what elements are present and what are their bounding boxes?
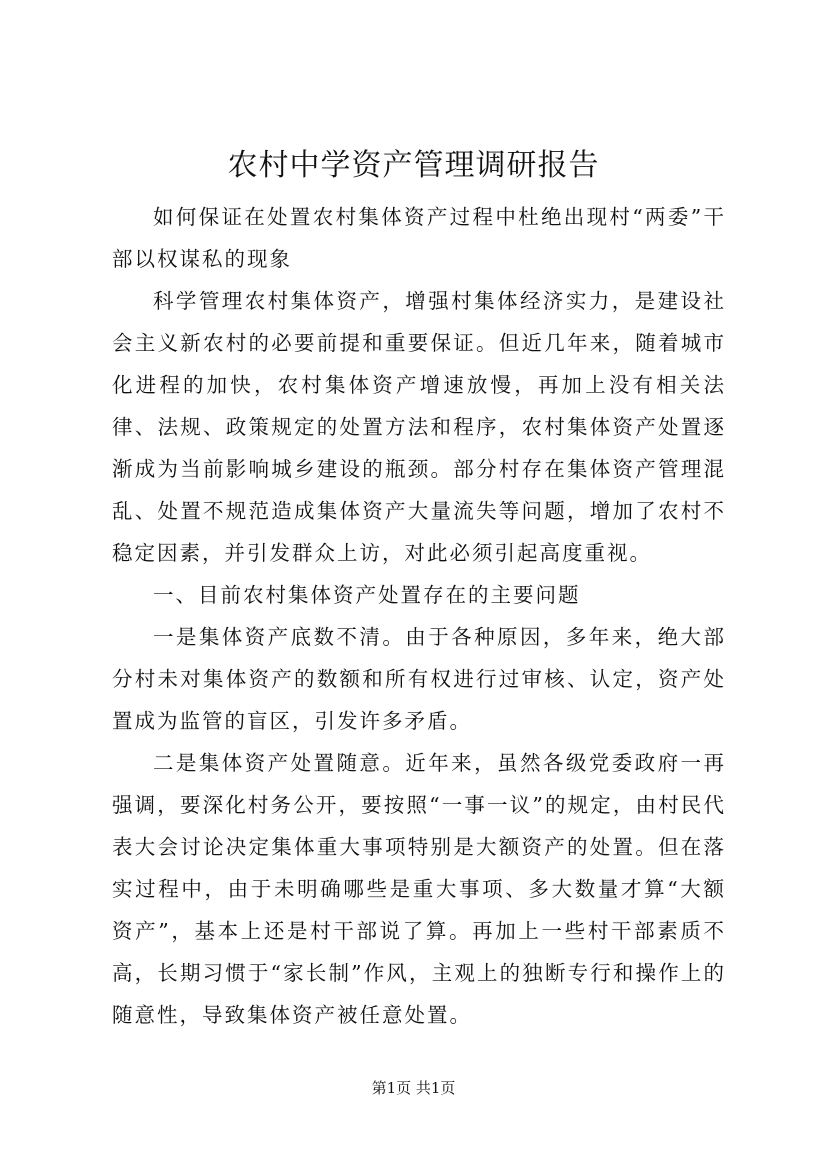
- paragraph-question: 如何保证在处置农村集体资产过程中杜绝出现村“两委”干部以权谋私的现象: [112, 205, 726, 271]
- paragraph-problem-2: 二是集体资产处置随意。近年来，虽然各级党委政府一再强调，要深化村务公开，要按照“一事一议”的规定，由村民代表大会讨论决定集体重大事项特别是大额资产的处置。但在落实过程中，由于未明确哪些是重大事项、多大数量才算“大额资产”，基本上还是村干部说了算。再加上一些村干部素质不高，长期习惯于“家长制”作风，主观上的独断专行和操作上的随意性，导致集体资产被任意处置。: [112, 751, 726, 1027]
- document-body: [112, 196, 726, 1036]
- section-heading-1: 一、目前农村集体资产处置存在的主要问题: [153, 583, 581, 607]
- document-title: 农村中学资产管理调研报告: [227, 148, 600, 183]
- paragraph-intro: 科学管理农村集体资产，增强村集体经济实力，是建设社会主义新农村的必要前提和重要保证。但近几年来，随着城市化进程的加快，农村集体资产增速放慢，再加上没有相关法律、法规、政策规定的处置方法和程序，农村集体资产处置逐渐成为当前影响城乡建设的瓶颈。部分村存在集体资产管理混乱、处置不规范造成集体资产大量流失等问题，增加了农村不稳定因素，并引发群众上访，对此必须引起高度重视。: [112, 289, 726, 565]
- page-footer: 第1页 共1页: [371, 1079, 456, 1097]
- paragraph-problem-1: 一是集体资产底数不清。由于各种原因，多年来，绝大部分村未对集体资产的数额和所有权进行过审核、认定，资产处置成为监管的盲区，引发许多矛盾。: [112, 625, 726, 733]
